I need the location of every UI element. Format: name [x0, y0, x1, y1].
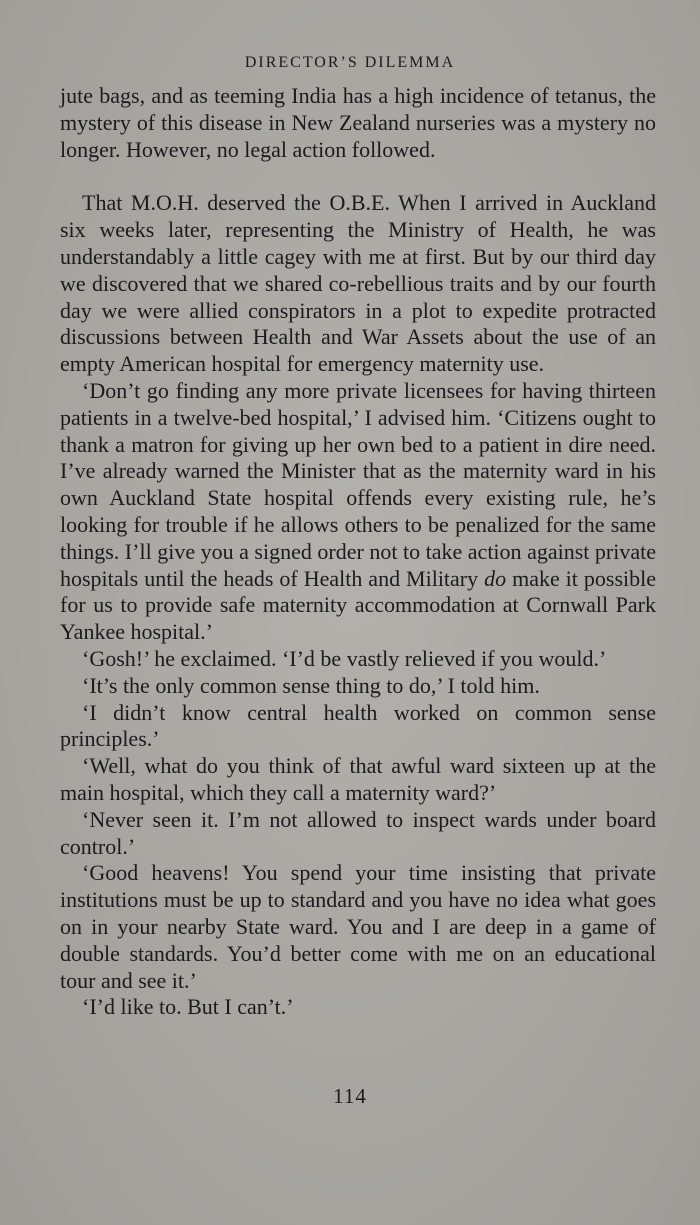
paragraph-dialogue: ‘Well, what do you think of that awful ward sixteen up at the main hospital, which they call a maternity ward?’ — [60, 753, 656, 805]
paragraph-text: ‘Don’t go finding any more private licensees for having thirteen patients in a twelve-bed hospital,’ I advised him. ‘Citizens ought to thank a matron for giving up her own bed to a patient in dire need. I’ve already warned the Minister that as the maternity ward in his own Auckland State hospital offends every existing rule, he’s looking for trouble if he allows others to be penalized for the same things. I’ll give you a signed order not to take action against private hospitals until the heads of Health and Military — [60, 377, 656, 591]
page-number: 114 — [333, 1084, 367, 1108]
paragraph-dialogue: ‘I’d like to. But I can’t.’ — [82, 994, 294, 1020]
running-head: DIRECTOR’S DILEMMA — [244, 54, 456, 71]
paragraph-dialogue: ‘Never seen it. I’m not allowed to inspect wards under board control.’ — [60, 806, 656, 859]
paragraph-dialogue: ‘It’s the only common sense thing to do,’ I told him. — [82, 672, 540, 698]
paragraph-dialogue: ‘Good heavens! You spend your time insisting that private institutions must be up to standard and you have no idea what goes on in your nearby State ward. You and I are deep in a game of double standards. You’d better come with me on an educational tour and see it.’ — [60, 860, 656, 993]
paragraph-dialogue: ‘Gosh!’ he exclaimed. ‘I’d be vastly relieved if you would.’ — [82, 645, 607, 671]
paragraph-dialogue — [60, 378, 656, 646]
emphasis-text: do — [484, 565, 507, 591]
body-text — [60, 83, 656, 1021]
paragraph-continuation: jute bags, and as teeming India has a high incidence of tetanus, the mystery of this disease in New Zealand nurseries was a mystery no longer. However, no legal action followed. — [60, 83, 656, 162]
paragraph-section-start: That M.O.H. deserved the O.B.E. When I arrived in Auckland six weeks later, representing the Ministry of Health, he was understandably a little cagey with me at first. But by our third day we discovered that we shared co-rebellious traits and by our fourth day we were allied conspirators in a plot to expedite protracted discussions between Health and War Assets about the use of an empty American hospital for emergency maternity use. — [60, 190, 656, 377]
paragraph-dialogue: ‘I didn’t know central health worked on common sense principles.’ — [60, 699, 656, 752]
paragraph-text: make it possible for us to provide safe maternity accommodation at Cornwall Park Yankee hospital.’ — [60, 565, 656, 645]
